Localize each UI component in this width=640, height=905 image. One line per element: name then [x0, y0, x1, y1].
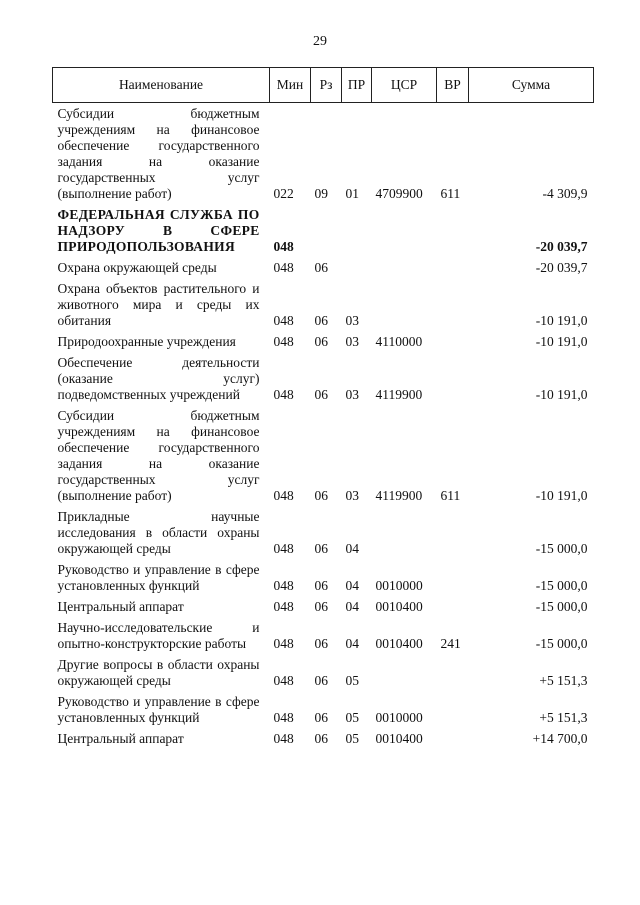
row-name: ФЕДЕРАЛЬНАЯ СЛУЖБА ПО НАДЗОРУ В СФЕРЕ ПРИРОДОПОЛЬЗОВАНИЯ — [57, 207, 260, 254]
row-pr — [342, 204, 372, 257]
row-sum: -20 039,7 — [535, 239, 588, 254]
row-vr — [437, 728, 469, 749]
row-min: 048 — [273, 578, 294, 593]
row-sum: -4 309,9 — [542, 186, 588, 201]
row-vr — [437, 691, 469, 728]
table-row — [53, 728, 594, 749]
row-name: Руководство и управление в сфере установленных функций — [57, 694, 260, 725]
row-sum: +14 700,0 — [532, 731, 588, 746]
row-sum: -20 039,7 — [535, 260, 588, 275]
row-rz: 06 — [314, 636, 328, 651]
row-vr — [437, 331, 469, 352]
row-rz: 09 — [314, 186, 328, 201]
row-pr: 01 — [345, 186, 359, 201]
row-pr: 05 — [345, 673, 359, 688]
table-row — [53, 691, 594, 728]
row-min: 048 — [273, 313, 294, 328]
row-csr — [372, 506, 437, 559]
row-name: Центральный аппарат — [57, 731, 184, 746]
row-name: Природоохранные учреждения — [57, 334, 236, 349]
row-name: Субсидии бюджетным учреждениям на финансовое обеспечение государственного задания на оказание государственных услуг (выполнение работ) — [57, 408, 260, 503]
row-rz: 06 — [314, 673, 328, 688]
row-sum: -15 000,0 — [535, 636, 588, 651]
row-sum: +5 151,3 — [539, 673, 588, 688]
row-pr — [342, 257, 372, 278]
table-row — [53, 352, 594, 405]
row-csr: 0010000 — [375, 578, 423, 593]
row-pr: 05 — [345, 710, 359, 725]
table-row — [53, 617, 594, 654]
row-name: Охрана объектов растительного и животного мира и среды их обитания — [57, 281, 260, 328]
row-min: 048 — [273, 239, 294, 254]
row-sum: -10 191,0 — [535, 387, 588, 402]
table-row — [53, 654, 594, 691]
row-rz: 06 — [314, 578, 328, 593]
row-csr — [372, 257, 437, 278]
header-rz: Рз — [311, 68, 342, 103]
row-vr — [437, 278, 469, 331]
row-name: Охрана окружающей среды — [57, 260, 217, 275]
table-row — [53, 559, 594, 596]
table-row — [53, 103, 594, 205]
table-row — [53, 596, 594, 617]
row-csr: 0010400 — [375, 599, 423, 614]
row-rz: 06 — [314, 387, 328, 402]
row-min: 048 — [273, 731, 294, 746]
row-min: 022 — [273, 186, 294, 201]
row-sum: -15 000,0 — [535, 599, 588, 614]
row-vr — [437, 559, 469, 596]
row-name: Обеспечение деятельности (оказание услуг) подведомственных учреждений — [57, 355, 260, 402]
row-min: 048 — [273, 636, 294, 651]
row-name: Субсидии бюджетным учреждениям на финансовое обеспечение государственного задания на оказание государственных услуг (выполнение работ) — [57, 106, 260, 201]
header-name: Наименование — [53, 68, 270, 103]
table-row — [53, 331, 594, 352]
row-pr: 03 — [345, 488, 359, 503]
row-min: 048 — [273, 673, 294, 688]
row-rz: 06 — [314, 488, 328, 503]
row-name: Научно-исследовательские и опытно-конструкторские работы — [57, 620, 260, 651]
table-header-row — [53, 68, 594, 103]
row-csr — [372, 204, 437, 257]
row-sum: -15 000,0 — [535, 578, 588, 593]
row-csr: 0010400 — [375, 731, 423, 746]
row-min: 048 — [273, 334, 294, 349]
row-csr: 4119900 — [375, 387, 423, 402]
row-min: 048 — [273, 260, 294, 275]
row-vr — [437, 506, 469, 559]
row-rz: 06 — [314, 260, 328, 275]
row-rz: 06 — [314, 334, 328, 349]
row-sum: -10 191,0 — [535, 334, 588, 349]
header-vr: ВР — [437, 68, 469, 103]
row-pr: 04 — [345, 636, 359, 651]
row-vr — [437, 204, 469, 257]
row-pr: 04 — [345, 578, 359, 593]
row-csr: 4709900 — [375, 186, 423, 201]
table-body — [53, 103, 594, 750]
row-min: 048 — [273, 599, 294, 614]
row-rz: 06 — [314, 710, 328, 725]
row-vr: 611 — [440, 186, 461, 201]
row-sum: -10 191,0 — [535, 488, 588, 503]
row-rz — [311, 204, 342, 257]
row-name: Руководство и управление в сфере установленных функций — [57, 562, 260, 593]
row-vr — [437, 596, 469, 617]
header-csr: ЦСР — [372, 68, 437, 103]
row-min: 048 — [273, 387, 294, 402]
row-pr: 03 — [345, 387, 359, 402]
table-row — [53, 204, 594, 257]
table-row — [53, 405, 594, 506]
row-rz: 06 — [314, 599, 328, 614]
row-name: Прикладные научные исследования в области охраны окружающей среды — [57, 509, 260, 556]
row-csr: 4110000 — [375, 334, 423, 349]
row-rz: 06 — [314, 313, 328, 328]
row-pr: 04 — [345, 599, 359, 614]
row-pr: 03 — [345, 313, 359, 328]
row-csr: 4119900 — [375, 488, 423, 503]
row-vr: 611 — [440, 488, 461, 503]
row-pr: 04 — [345, 541, 359, 556]
table-row — [53, 257, 594, 278]
row-rz: 06 — [314, 541, 328, 556]
header-min: Мин — [270, 68, 311, 103]
page-number: 29 — [313, 34, 327, 49]
table-row — [53, 278, 594, 331]
budget-table — [52, 67, 594, 749]
row-csr: 0010400 — [375, 636, 423, 651]
row-sum: -15 000,0 — [535, 541, 588, 556]
row-name: Другие вопросы в области охраны окружающей среды — [57, 657, 260, 688]
row-pr: 05 — [345, 731, 359, 746]
row-csr — [372, 278, 437, 331]
row-pr: 03 — [345, 334, 359, 349]
row-sum: +5 151,3 — [539, 710, 588, 725]
header-pr: ПР — [342, 68, 372, 103]
row-csr — [372, 654, 437, 691]
row-rz: 06 — [314, 731, 328, 746]
row-vr — [437, 257, 469, 278]
row-sum: -10 191,0 — [535, 313, 588, 328]
row-min: 048 — [273, 710, 294, 725]
row-min: 048 — [273, 488, 294, 503]
row-csr: 0010000 — [375, 710, 423, 725]
row-vr: 241 — [440, 636, 461, 651]
header-sum: Сумма — [469, 68, 594, 103]
table-row — [53, 506, 594, 559]
row-vr — [437, 654, 469, 691]
row-vr — [437, 352, 469, 405]
row-name: Центральный аппарат — [57, 599, 184, 614]
row-min: 048 — [273, 541, 294, 556]
